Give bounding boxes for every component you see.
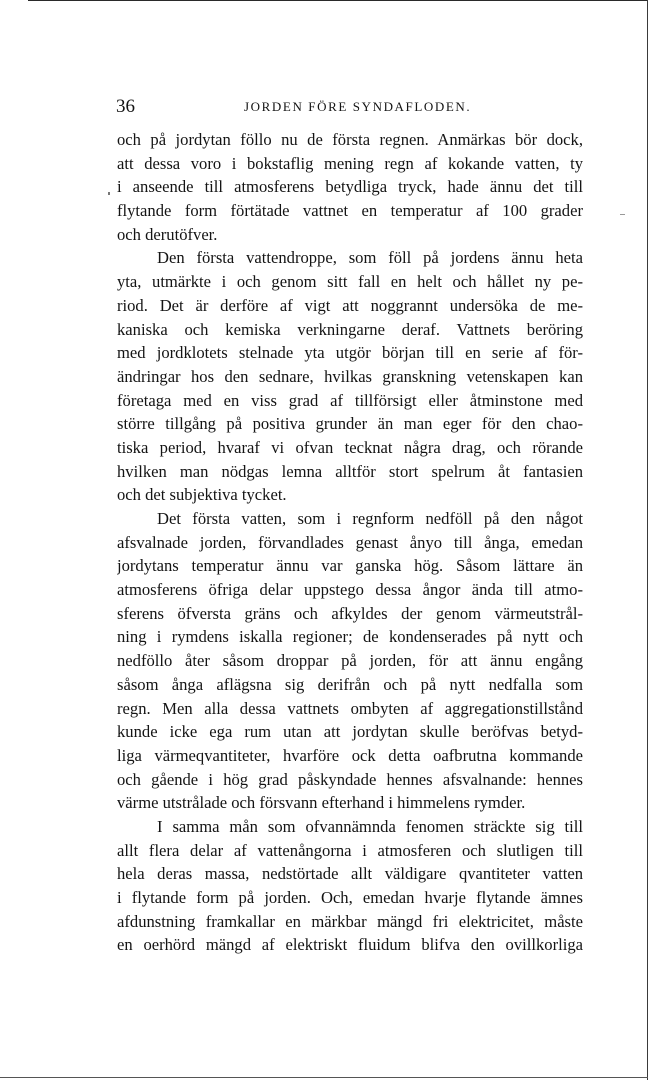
running-title: JORDEN FÖRE SYNDAFLODEN. xyxy=(244,99,472,114)
paragraph-2 xyxy=(117,246,583,507)
paragraph-4 xyxy=(117,815,583,957)
page-number: 36 xyxy=(116,96,135,117)
text-line: allt flera delar af vattenångorna i atmosferen och slutligen till xyxy=(117,840,583,860)
text-line: ändringar hos den sednare, hvilkas granskning vetenskapen kan xyxy=(117,366,583,386)
margin-mark xyxy=(108,192,110,195)
text-line: sferens öfversta gräns och afkyldes der genom värmeutstrål- xyxy=(117,603,583,623)
text-line: kaniska och kemiska verkningarne deraf. Vattnets beröring xyxy=(117,319,583,339)
text-line: kunde icke ega rum utan att jordytan skulle beröfvas betyd- xyxy=(117,722,583,742)
text-line: att dessa voro i bokstaflig mening regn af kokande vatten, ty xyxy=(117,153,583,173)
text-line: och gående i hög grad påskyndade hennes afsvalnande: hennes xyxy=(117,769,583,789)
body-text xyxy=(117,128,583,957)
page-frame-top xyxy=(28,0,648,1)
text-line: regn. Men alla dessa vattnets ombyten af aggregationstillstånd xyxy=(117,698,583,718)
text-line: med jordklotets stelnade yta utgör början till en serie af för- xyxy=(117,343,583,363)
text-line: Det första vatten, som i regnform nedföll på den något xyxy=(157,509,583,528)
text-line: liga värmeqvantiteter, hvarföre ock detta oafbrutna kommande xyxy=(117,745,583,765)
text-line: såsom ånga aflägsna sig derifrån och på nytt nedfalla som xyxy=(117,674,583,694)
text-line: atmosferens öfriga delar uppstego dessa ångor ända till atmo- xyxy=(117,580,583,600)
text-line: hela deras massa, nedstörtade allt väldigare qvantiteter vatten xyxy=(117,864,583,884)
text-line: och det subjektiva tycket. xyxy=(117,485,287,505)
text-line: i anseende till atmosferens betydliga tryck, hade ännu det till xyxy=(117,177,583,197)
text-line: större tillgång på positiva grunder än man eger för den chao- xyxy=(117,414,583,434)
text-line: jordytans temperatur ännu var ganska hög. Såsom lättare än xyxy=(117,556,583,576)
text-line: en oerhörd mängd af elektriskt fluidum blifva den ovillkorliga xyxy=(117,935,583,955)
text-line: nedföllo åter såsom droppar på jorden, för att ännu engång xyxy=(117,651,583,671)
page-frame-bottom xyxy=(0,1077,648,1078)
paragraph-3 xyxy=(117,507,583,815)
text-line: Den första vattendroppe, som föll på jordens ännu heta xyxy=(157,248,583,268)
text-line: företaga med en viss grad af tillförsigt eller åtminstone med xyxy=(117,390,583,410)
text-line: värme utstrålade och försvann efterhand i himmelens rymder. xyxy=(117,793,526,813)
text-line: riod. Det är derföre af vigt att noggrannt undersöka de me- xyxy=(117,295,583,315)
paragraph-1 xyxy=(117,128,583,246)
running-head xyxy=(116,96,582,118)
text-line: tiska period, hvaraf vi ofvan tecknat några drag, och rörande xyxy=(117,437,583,457)
text-line: hvilken man nödgas lemna alltför stort spelrum åt fantasien xyxy=(117,461,583,481)
text-line: afdunstning framkallar en märkbar mängd fri elektricitet, måste xyxy=(117,911,583,931)
margin-mark xyxy=(620,214,625,215)
text-line: flytande form förtätade vattnet en temperatur af 100 grader xyxy=(117,201,583,221)
text-line: ning i rymdens iskalla regioner; de kondenserades på nytt och xyxy=(117,627,583,647)
text-line: och på jordytan föllo nu de första regnen. Anmärkas bör dock, xyxy=(117,130,583,149)
text-line: och derutöfver. xyxy=(117,224,218,244)
text-line: yta, utmärkte i och genom sitt fall en helt och hållet ny pe- xyxy=(117,272,583,292)
text-line: i flytande form på jorden. Och, emedan hvarje flytande ämnes xyxy=(117,888,583,907)
text-line: I samma mån som ofvannämnda fenomen sträckte sig till xyxy=(157,816,583,836)
text-line: afsvalnade jorden, förvandlades genast ånyo till ånga, emedan xyxy=(117,532,583,552)
